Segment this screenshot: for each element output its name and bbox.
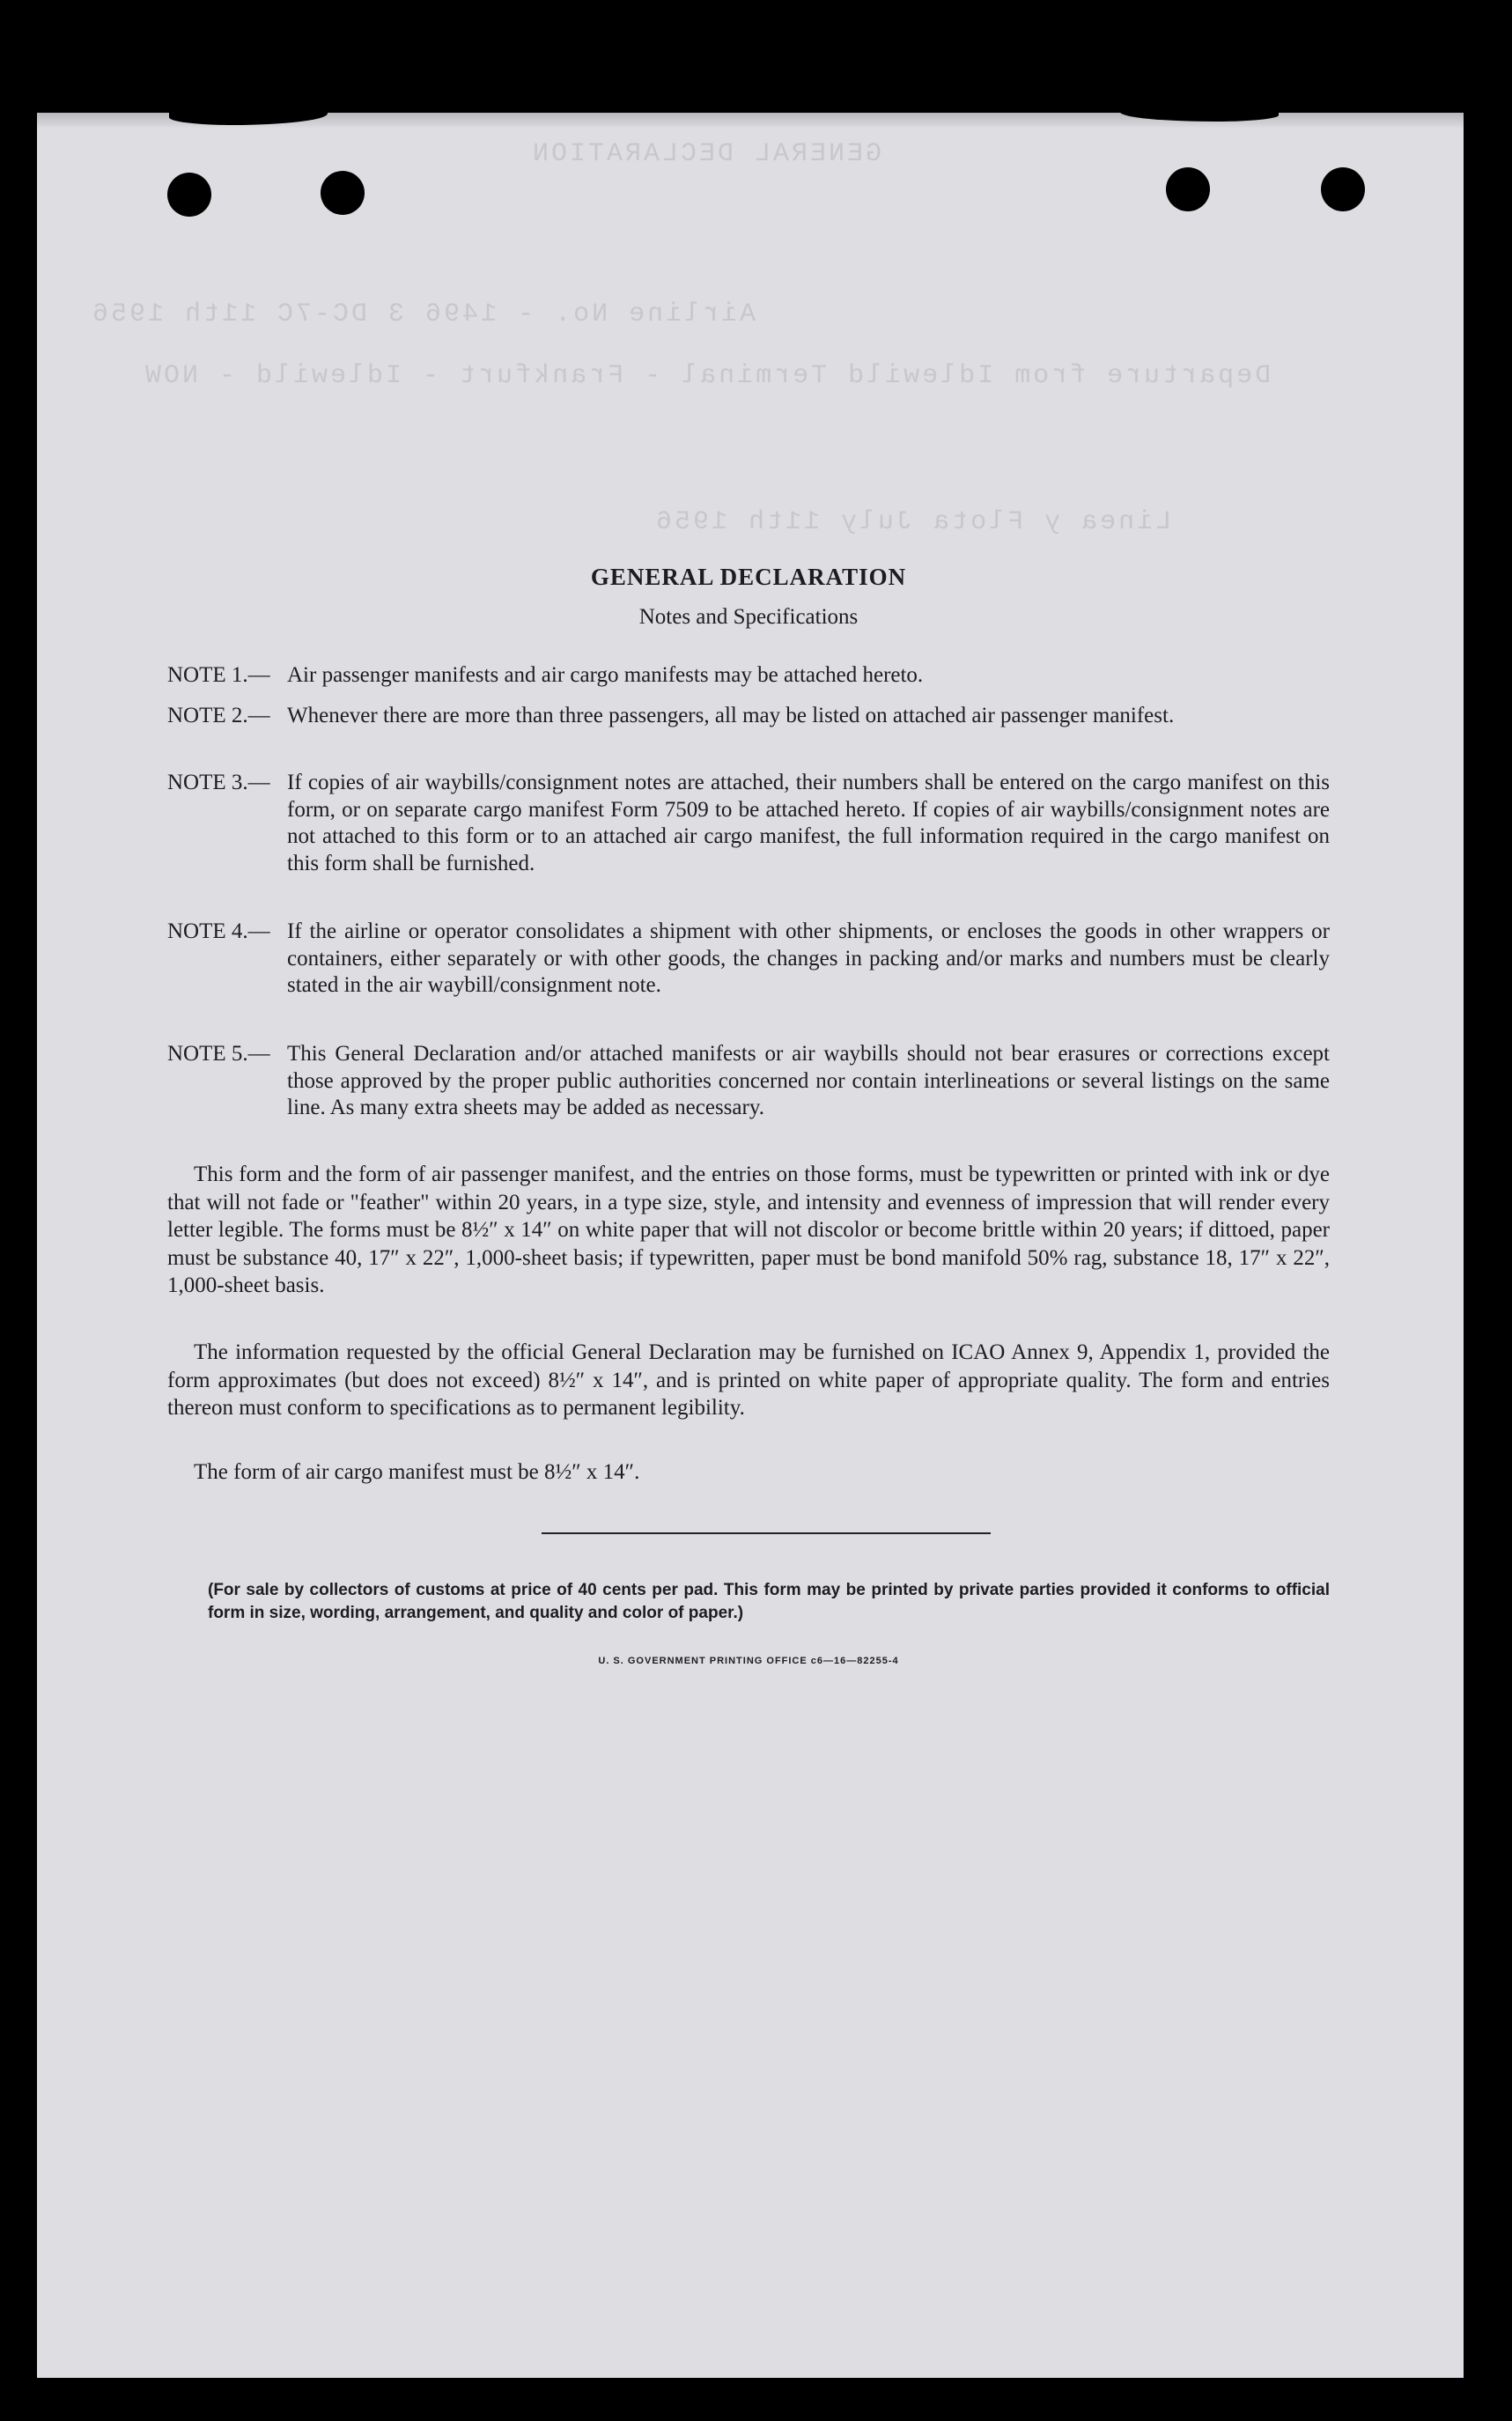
note-3-text: If copies of air waybills/consignment notes are attached, their numbers shall be entered on the cargo manifest on this form, or on separate cargo manifest Form 7509 to be attached hereto. If copies of air waybills/consignment notes are not attached to this form or to an attached air cargo manifest, the full information required in the cargo manifest on this form shall be furnished.: [287, 771, 1330, 875]
note-3-label: NOTE 3.—: [167, 771, 270, 794]
note-2: [167, 703, 1330, 730]
note-2-text: Whenever there are more than three passengers, all may be listed on attached air passenger manifest.: [287, 704, 1175, 727]
paragraph-cargo-manifest-size: The form of air cargo manifest must be 8½″ x 14″.: [194, 1460, 640, 1484]
note-5-label: NOTE 5.—: [167, 1042, 270, 1066]
bleed-through-line-4: Linea y Flota July 11th 1956: [653, 507, 1172, 537]
printing-office-line: U. S. GOVERNMENT PRINTING OFFICE c6—16—82255-4: [598, 1656, 899, 1666]
note-4-label: NOTE 4.—: [167, 919, 270, 943]
paragraph-icao-annex: The information requested by the official General Declaration may be furnished on ICAO Annex 9, Appendix 1, provided the form approximates (but does not exceed) 8½″ x 14″, and is printed on white paper of appropriate quality. The form and entries thereon must conform to specifications as to permanent legibility.: [167, 1340, 1330, 1420]
note-5: [167, 1041, 1330, 1122]
page-title: GENERAL DECLARATION: [590, 564, 907, 590]
note-1: [167, 662, 1330, 690]
note-2-label: NOTE 2.—: [167, 704, 270, 727]
divider-rule: [542, 1532, 991, 1534]
bleed-through-line-1: GENERAL DECLARATION: [530, 139, 882, 169]
sale-footnote: (For sale by collectors of customs at price of 40 cents per pad. This form may be printed by private parties provided it conforms to official form in size, wording, arrangement, and quality and color of paper.): [208, 1581, 1330, 1622]
paragraph-typewriting-specs: This form and the form of air passenger manifest, and the entries on those forms, must be typewritten or printed with ink or dye that will not fade or "feather" within 20 years, in a type size, style, and intensity and evenness of impression that will render every letter legible. The forms must be 8½″ x 14″ on white paper that will not discolor or become brittle within 20 years; if dittoed, paper must be substance 40, 17″ x 22″, 1,000-sheet basis; if typewritten, paper must be bond manifold 50% rag, substance 18, 17″ x 22″, 1,000-sheet basis.: [167, 1163, 1330, 1297]
note-4-text: If the airline or operator consolidates a shipment with other shipments, or encloses the goods in other wrappers or containers, either separately or with other goods, the changes in packing and/or marks and numbers must be clearly stated in the air waybill/consignment note.: [287, 919, 1330, 997]
bleed-through-line-2: Airline No. - 1496 3 DC-7C 11th 1956: [90, 299, 756, 329]
declaration-content: [167, 0, 1330, 2421]
note-4: [167, 919, 1330, 1000]
note-1-label: NOTE 1.—: [167, 663, 270, 687]
bleed-through-line-3: Departure from Idlewild Terminal - Frankfurt - Idlewild - NOW: [143, 361, 1272, 391]
note-5-text: This General Declaration and/or attached manifests or air waybills should not bear erasures or corrections except those approved by the proper public authorities concerned nor contain interlineations or several listings on the same line. As many extra sheets may be added as necessary.: [287, 1042, 1330, 1119]
page-subtitle: Notes and Specifications: [638, 605, 859, 629]
note-3: [167, 770, 1330, 877]
note-1-text: Air passenger manifests and air cargo manifests may be attached hereto.: [287, 663, 924, 687]
